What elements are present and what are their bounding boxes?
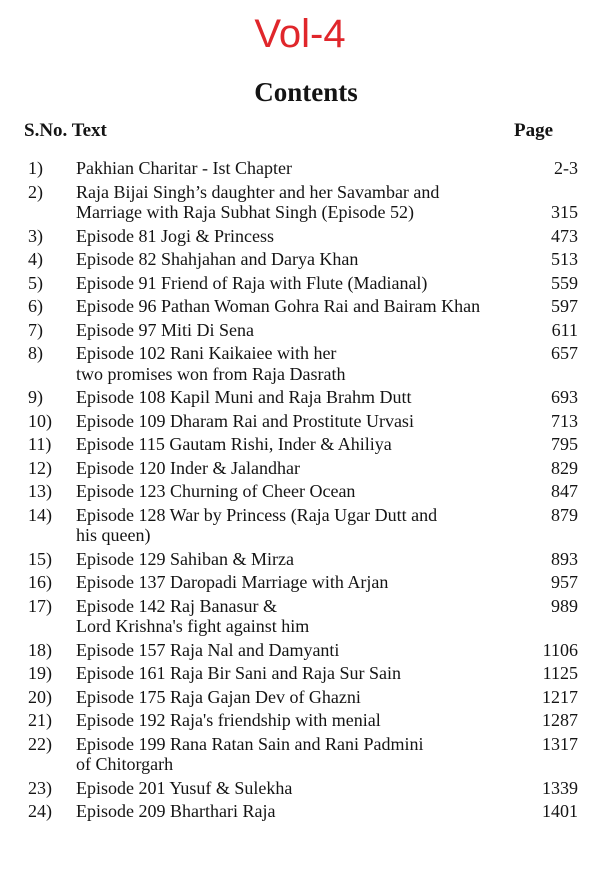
entry-title-line: Episode 128 War by Princess (Raja Ugar Dutt and [76,504,438,525]
contents-entry [0,458,600,479]
entry-page-number: 795 [551,434,578,454]
entry-number: 15) [28,548,52,569]
contents-entry [0,596,600,637]
contents-entry [0,182,600,223]
entry-number: 9) [28,387,43,407]
entry-title [76,640,516,661]
entry-page-number: 829 [551,457,578,478]
entry-title [76,801,516,822]
entry-page-number: 1125 [542,663,578,683]
contents-entry [0,549,600,570]
contents-entry [0,434,600,455]
entry-title [76,411,516,432]
entry-page-number: 693 [551,387,578,407]
entry-number: 20) [28,686,52,707]
contents-entry [0,778,600,799]
entry-title-line: Episode 108 Kapil Muni and Raja Brahm Dutt [76,387,412,407]
entry-number: 21) [28,710,52,730]
entry-page-number: 2-3 [554,158,578,178]
entry-title-line: Episode 102 Rani Kaikaiee with her [76,343,337,363]
entry-title-line: Episode 81 Jogi & Princess [76,225,274,246]
entry-number: 3) [28,225,43,246]
contents-entry [0,505,600,546]
volume-title: Vol-4 [254,12,346,56]
contents-entry [0,320,600,341]
entry-title [76,505,516,546]
column-header-sno-text: S.No. Text [24,120,107,141]
entry-number: 4) [28,249,43,269]
entry-number: 22) [28,733,52,754]
entry-title-line: Episode 123 Churning of Cheer Ocean [76,481,356,501]
entry-number: 6) [28,296,43,316]
contents-entry [0,710,600,731]
entry-title-line: Episode 192 Raja's friendship with menial [76,710,381,730]
entry-title-line: Episode 120 Inder & Jalandhar [76,457,300,478]
entry-number: 23) [28,777,52,798]
entry-title-line: Episode 157 Raja Nal and Damyanti [76,639,340,660]
contents-entry [0,387,600,408]
entry-title [76,663,516,684]
entry-title [76,434,516,455]
entry-title [76,596,516,637]
entry-page-number: 611 [551,319,578,340]
entry-page-number: 597 [551,296,578,316]
entry-page-number: 989 [551,595,578,616]
entry-title-line: Episode 82 Shahjahan and Darya Khan [76,249,359,269]
entry-title-line: Marriage with Raja Subhat Singh (Episode 52) [76,202,414,222]
entry-page-number: 513 [551,249,578,269]
contents-entry [0,226,600,247]
entry-number: 12) [28,457,52,478]
entry-title-line: Episode 97 Miti Di Sena [76,319,254,340]
contents-entry [0,801,600,822]
entry-page-number: 713 [551,410,578,431]
entry-title [76,458,516,479]
entry-title [76,687,516,708]
entry-number: 16) [28,572,52,592]
entry-title [76,296,516,317]
entry-page-number: 847 [551,481,578,501]
entry-page-number: 1287 [542,710,578,730]
entry-page-number: 1317 [542,733,578,754]
entry-page-number: 473 [551,225,578,246]
contents-entry [0,273,600,294]
contents-entry [0,343,600,384]
entry-page-number: 1401 [542,801,578,821]
contents-entry [0,640,600,661]
entry-title-line: two promises won from Raja Dasrath [76,363,346,384]
entry-title [76,320,516,341]
entry-title-line: his queen) [76,525,151,545]
entry-title-line: Episode 137 Daropadi Marriage with Arjan [76,572,389,592]
entry-title-line: Episode 109 Dharam Rai and Prostitute Urvasi [76,410,414,431]
contents-entry [0,572,600,593]
entry-title-line: Lord Krishna's fight against him [76,616,310,636]
entry-title-line: of Chitorgarh [76,754,174,774]
entry-title [76,182,516,223]
entry-number: 8) [28,343,43,363]
entry-page-number: 559 [551,272,578,293]
entry-title-line: Episode 209 Bharthari Raja [76,801,276,821]
entry-number: 7) [28,319,43,340]
entry-title-line: Episode 129 Sahiban & Mirza [76,548,294,569]
entry-title-line: Raja Bijai Singh’s daughter and her Savambar and [76,181,440,202]
entry-title [76,387,516,408]
entry-page-number: 657 [551,343,578,363]
entry-title-line: Episode 91 Friend of Raja with Flute (Madianal) [76,272,428,293]
entry-title [76,778,516,799]
entry-number: 13) [28,481,52,501]
entry-number: 24) [28,801,52,821]
entry-title-line: Episode 161 Raja Bir Sani and Raja Sur Sain [76,663,401,683]
entry-number: 19) [28,663,52,683]
entry-page-number: 315 [551,202,578,222]
entry-page-number: 893 [551,548,578,569]
entry-title [76,343,516,384]
entry-title [76,273,516,294]
contents-entry [0,249,600,270]
contents-entry [0,158,600,179]
entry-title-line: Episode 142 Raj Banasur & [76,595,277,616]
entry-number: 5) [28,272,43,293]
entry-page-number: 1217 [542,686,578,707]
contents-entry [0,296,600,317]
page-title: Contents [254,77,358,107]
entry-title-line: Pakhian Charitar - Ist Chapter [76,158,292,178]
contents-entry [0,481,600,502]
entry-page-number: 879 [551,504,578,525]
contents-entry [0,411,600,432]
entry-page-number: 1106 [542,639,578,660]
entry-title-line: Episode 201 Yusuf & Sulekha [76,777,293,798]
entry-title-line: Episode 96 Pathan Woman Gohra Rai and Bairam Khan [76,296,481,316]
entry-title [76,710,516,731]
entry-title [76,549,516,570]
entry-title [76,572,516,593]
entry-number: 1) [28,158,43,178]
entry-number: 2) [28,181,43,202]
entry-number: 17) [28,595,52,616]
entry-title [76,734,516,775]
contents-entry [0,663,600,684]
entry-page-number: 1339 [542,777,578,798]
column-header-page: Page [514,120,554,141]
entry-title [76,158,516,179]
entry-title-line: Episode 175 Raja Gajan Dev of Ghazni [76,686,361,707]
contents-entry [0,687,600,708]
entry-title [76,249,516,270]
entry-title [76,481,516,502]
entry-page-number: 957 [551,572,578,592]
entry-number: 18) [28,639,52,660]
contents-entry [0,734,600,775]
entry-title [76,226,516,247]
entry-number: 11) [28,434,52,454]
contents-list [0,158,600,825]
entry-number: 10) [28,410,52,431]
entry-title-line: Episode 115 Gautam Rishi, Inder & Ahiliya [76,434,392,454]
entry-title-line: Episode 199 Rana Ratan Sain and Rani Padmini [76,733,424,754]
entry-number: 14) [28,504,52,525]
